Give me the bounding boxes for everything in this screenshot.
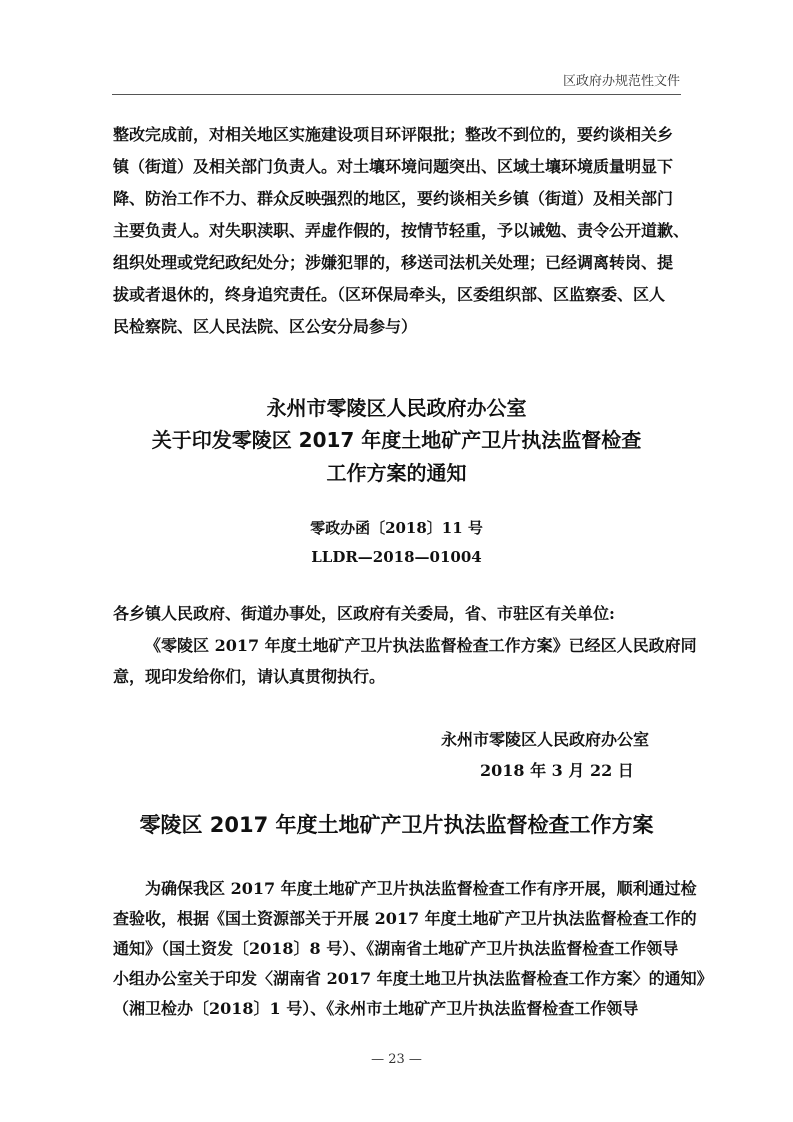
page-number: — 23 —	[371, 1052, 422, 1067]
paragraph-line: 为确保我区 2017 年度土地矿产卫片执法监督检查工作有序开展，顺利通过检	[145, 879, 697, 898]
paragraph-line: 整改完成前，对相关地区实施建设项目环评限批；整改不到位的，要约谈相关乡	[113, 125, 674, 144]
paragraph-line: 镇（街道）及相关部门负责人。对土壤环境问题突出、区域土壤环境质量明显下	[113, 157, 674, 176]
paragraph-line: （湘卫检办〔2018〕1 号）、《永州市土地矿产卫片执法监督检查工作领导	[113, 999, 639, 1018]
header-divider	[112, 94, 681, 95]
plan-title: 零陵区 2017 年度土地矿产卫片执法监督检查工作方案	[139, 813, 654, 837]
addressee-line: 各乡镇人民政府、街道办事处，区政府有关委局，省、市驻区有关单位:	[113, 604, 615, 623]
paragraph-line: 拔或者退休的，终身追究责任。（区环保局牵头，区委组织部、区监察委、区人	[113, 285, 666, 304]
paragraph-line: 小组办公室关于印发〈湖南省 2017 年度土地卫片执法监督检查工作方案〉的通知》	[113, 969, 713, 988]
paragraph-line: 通知》（国土资发〔2018〕8 号）、《湖南省土地矿产卫片执法监督检查工作领导	[113, 939, 679, 958]
document-number: 零政办函〔2018〕11 号	[310, 519, 483, 537]
notice-title-line: 关于印发零陵区 2017 年度土地矿产卫片执法监督检查	[151, 428, 642, 452]
paragraph-line: 民检察院、区人民法院、区公安分局参与）	[113, 317, 418, 336]
issue-date: 2018 年 3 月 22 日	[480, 761, 634, 780]
paragraph-line: 组织处理或党纪政纪处分；涉嫌犯罪的，移送司法机关处理；已经调离转岗、提	[113, 253, 674, 272]
paragraph-line: 降、防治工作不力、群众反映强烈的地区，要约谈相关乡镇（街道）及相关部门	[113, 189, 674, 208]
issuer-signature: 永州市零陵区人民政府办公室	[441, 730, 650, 749]
registration-number: LLDR—2018—01004	[311, 548, 482, 566]
paragraph-line: 查验收，根据《国土资源部关于开展 2017 年度土地矿产卫片执法监督检查工作的	[113, 909, 697, 928]
paragraph-line: 意，现印发给你们，请认真贯彻执行。	[113, 667, 386, 686]
notice-title-line: 永州市零陵区人民政府办公室	[266, 396, 527, 420]
paragraph-line: 主要负责人。对失职渎职、弄虚作假的，按情节轻重，予以诫勉、责令公开道歉、	[113, 221, 690, 240]
header-label: 区政府办规范性文件	[562, 74, 680, 89]
notice-title-line: 工作方案的通知	[326, 461, 467, 485]
paragraph-line: 《零陵区 2017 年度土地矿产卫片执法监督检查工作方案》已经区人民政府同	[145, 636, 697, 655]
